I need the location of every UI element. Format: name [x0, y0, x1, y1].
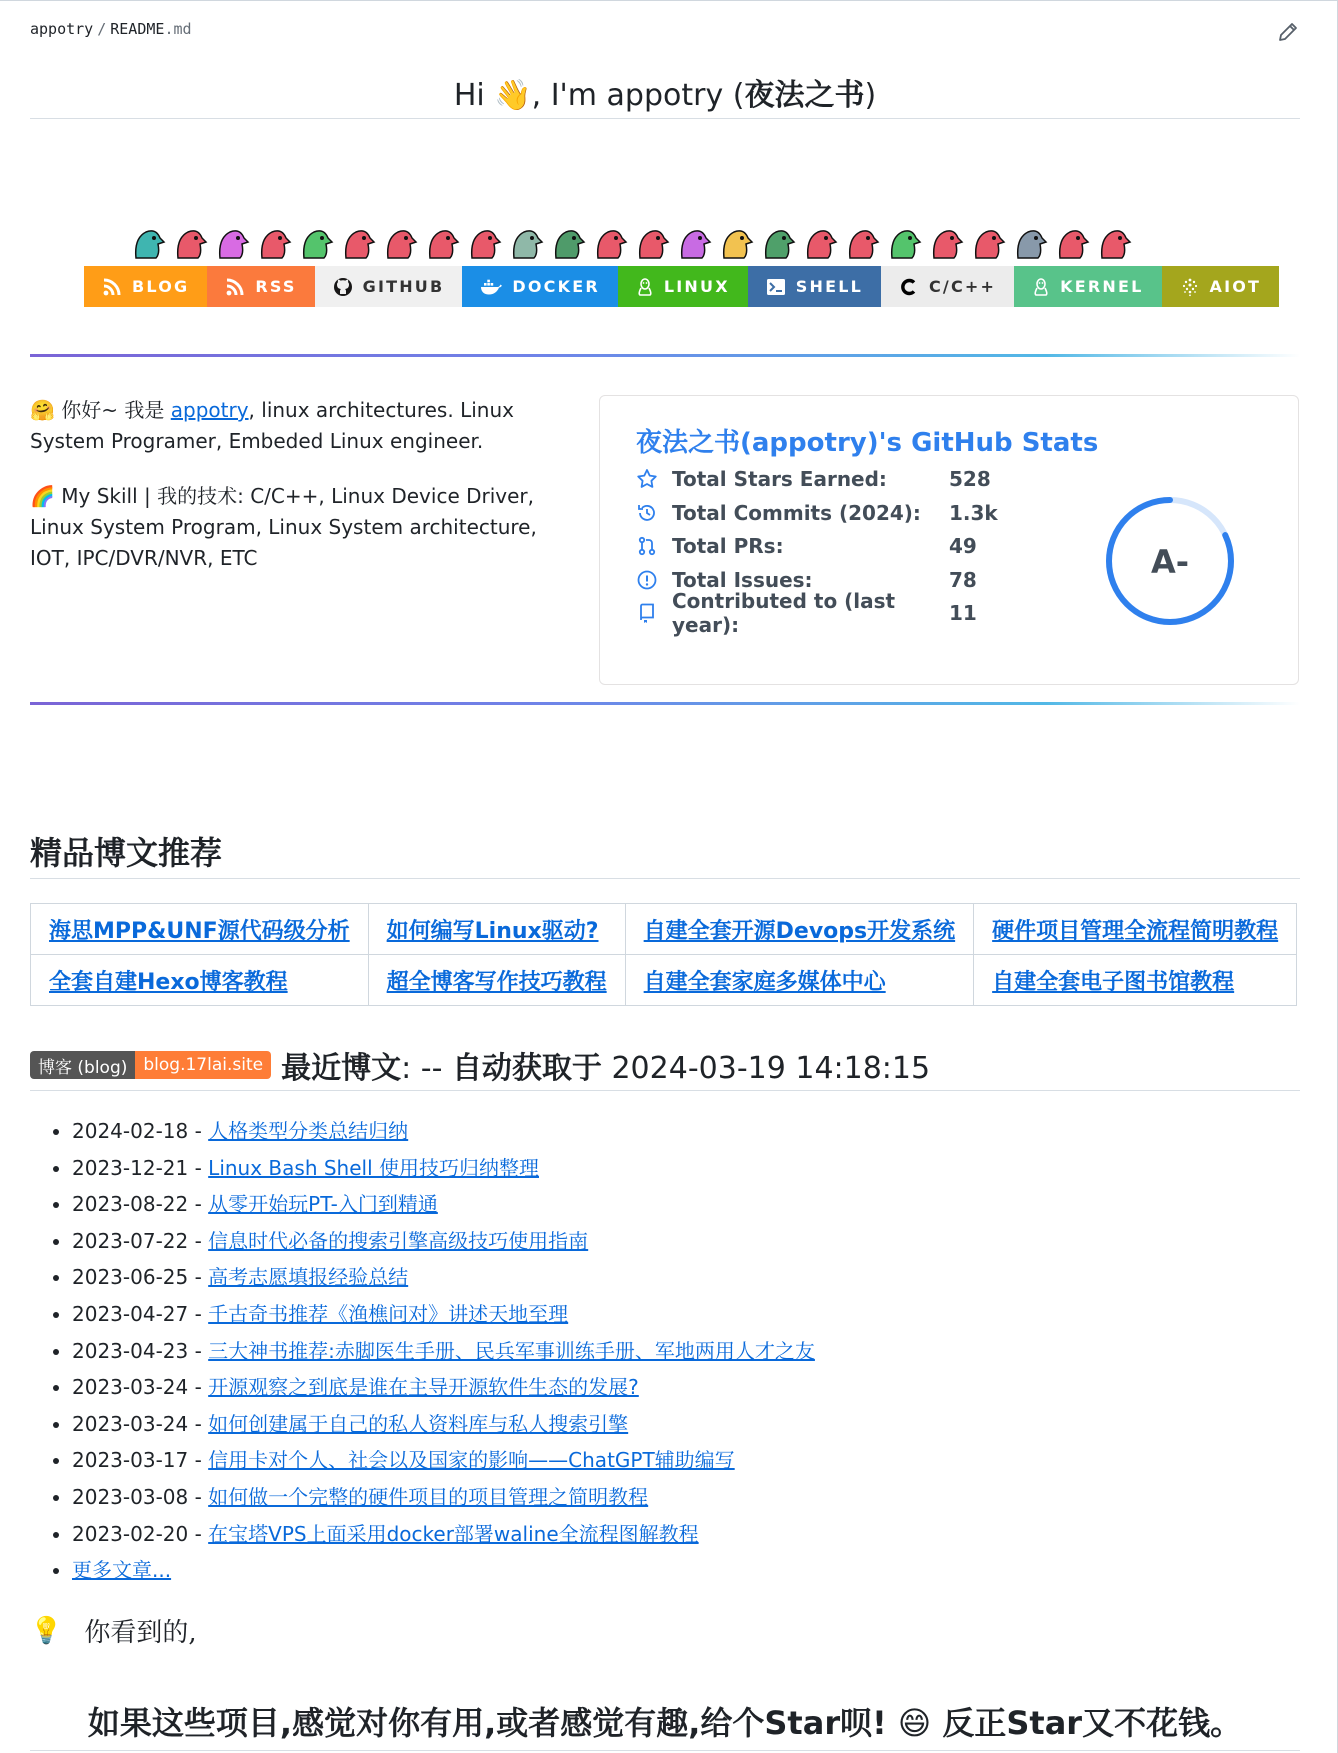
tech-badges [84, 266, 1279, 307]
featured-link[interactable]: 超全博客写作技巧教程 [386, 969, 607, 995]
featured-link[interactable]: 全套自建Hexo博客教程 [49, 969, 288, 995]
badge-kernel[interactable] [1014, 266, 1161, 307]
title-divider [30, 118, 1300, 119]
linux-icon [1032, 277, 1050, 297]
breadcrumb-repo[interactable]: appotry [30, 20, 94, 38]
parrot-icon [298, 220, 336, 260]
featured-heading: 精品博文推荐 [30, 834, 223, 872]
featured-link[interactable]: 海思MPP&UNF源代码级分析 [49, 918, 350, 944]
star-request [30, 1698, 1300, 1744]
rss-icon [225, 277, 245, 297]
parrot-icon [550, 220, 588, 260]
blog-shield-badge[interactable] [30, 1051, 271, 1079]
post-link[interactable]: 如何做一个完整的硬件项目的项目管理之简明教程 [208, 1484, 649, 1509]
featured-cell [31, 955, 369, 1006]
parrot-icon [424, 220, 462, 260]
title-suffix: ) [864, 78, 877, 113]
gradient-divider-bottom [30, 702, 1300, 705]
stat-row [636, 531, 1029, 561]
stats-title: 夜法之书(appotry)'s GitHub Stats [636, 428, 1099, 458]
post-link[interactable]: 三大神书推荐:赤脚医生手册、民兵军事训练手册、军地两用人才之友 [208, 1338, 815, 1363]
title-bold-name: 夜法之书 [744, 78, 865, 113]
post-item: • 2023-07-22 - 信息时代必备的搜索引擎高级技巧使用指南 [72, 1223, 815, 1260]
page-title [30, 70, 1300, 114]
parrot-icon [1054, 220, 1092, 260]
rank-circle [1103, 494, 1237, 628]
badge-label: AIOT [1209, 277, 1262, 296]
parrot-icon [970, 220, 1008, 260]
post-item: • 2023-12-21 - Linux Bash Shell 使用技巧归纳整理 [72, 1150, 815, 1187]
post-link[interactable]: 信息时代必备的搜索引擎高级技巧使用指南 [208, 1228, 589, 1253]
post-date: 2023-02-20 [72, 1521, 189, 1546]
shield-left-label: 博客 (blog) [30, 1051, 135, 1079]
stat-row [636, 498, 1029, 528]
post-date: 2023-07-22 [72, 1228, 189, 1253]
featured-cell [625, 904, 973, 955]
latest-auto-label: 自动获取于 [451, 1051, 602, 1086]
post-date: 2024-02-18 [72, 1119, 189, 1143]
parrot-icon [256, 220, 294, 260]
parrot-icon [1096, 220, 1134, 260]
intro-paragraph-1 [30, 395, 570, 457]
parrot-icon [130, 220, 168, 260]
featured-row [31, 955, 1297, 1006]
featured-link[interactable]: 如何编写Linux驱动? [386, 918, 599, 944]
featured-row [31, 904, 1297, 955]
parrot-icon [928, 220, 966, 260]
featured-cell [368, 904, 625, 955]
tip-text: 你看到的, [84, 1618, 197, 1648]
post-item: • 2023-03-08 - 如何做一个完整的硬件项目的项目管理之简明教程 [72, 1479, 815, 1516]
latest-heading [30, 1043, 930, 1087]
grin-emoji: 😄 [897, 1704, 932, 1742]
parrot-icon [676, 220, 714, 260]
post-item: • 2024-02-18 - 人格类型分类总结归纳 [72, 1113, 815, 1150]
stat-value: 528 [949, 467, 991, 491]
featured-cell [31, 904, 369, 955]
appotry-link[interactable]: appotry [170, 398, 249, 422]
post-date: 2023-03-24 [72, 1411, 189, 1436]
latest-title-sep: : -- [401, 1051, 452, 1086]
rank-grade: A- [1150, 543, 1190, 581]
parrot-icon [508, 220, 546, 260]
rainbow-emoji: 🌈 [30, 484, 55, 508]
lightbulb-icon: 💡 [30, 1615, 63, 1646]
badge-label: C/C++ [928, 277, 997, 296]
parrot-icon [634, 220, 672, 260]
post-item: • 2023-04-23 - 三大神书推荐:赤脚医生手册、民兵军事训练手册、军地两用人才之友 [72, 1333, 815, 1370]
post-item: • 2023-03-24 - 如何创建属于自己的私人资料库与私人搜索引擎 [72, 1406, 815, 1443]
badge-shell[interactable] [748, 266, 881, 307]
repo-icon [636, 602, 658, 624]
post-item: • 2023-02-20 - 在宝塔VPS上面采用docker部署waline全流程图解教程 [72, 1516, 815, 1553]
stat-label: Total PRs: [672, 534, 784, 558]
stat-value: 1.3k [949, 500, 998, 525]
featured-cell [368, 955, 625, 1006]
post-date: 2023-04-23 [72, 1338, 189, 1363]
stat-value: 78 [949, 567, 977, 592]
stat-label: Total Stars Earned: [672, 467, 887, 491]
post-item: • 2023-03-17 - 信用卡对个人、社会以及国家的影响——ChatGPT辅助编写 [72, 1442, 815, 1479]
badge-blog[interactable] [84, 266, 207, 307]
post-link[interactable]: 开源观察之到底是谁在主导开源软件生态的发展? [208, 1375, 639, 1400]
badge-docker[interactable] [462, 266, 617, 307]
parrot-icon [844, 220, 882, 260]
badge-linux[interactable] [618, 266, 748, 307]
post-link[interactable]: 在宝塔VPS上面采用docker部署waline全流程图解教程 [208, 1521, 699, 1546]
rss-icon [102, 277, 122, 297]
post-link[interactable]: 高考志愿填报经验总结 [208, 1265, 409, 1290]
intro-text [30, 395, 570, 598]
post-link[interactable]: 千古奇书推荐《渔樵问对》讲述天地至理 [208, 1301, 569, 1326]
parrot-icon [802, 220, 840, 260]
post-date: 2023-03-24 [72, 1375, 189, 1400]
stat-label: Total Commits (2024): [672, 500, 921, 525]
post-date: 2023-03-08 [72, 1484, 189, 1509]
breadcrumb-separator: / [97, 20, 107, 38]
post-link[interactable]: 如何创建属于自己的私人资料库与私人搜索引擎 [208, 1411, 629, 1436]
parrot-icon [760, 220, 798, 260]
c-icon [899, 277, 919, 297]
stat-label: Contributed to (last year): [672, 589, 896, 637]
badge-label: DOCKER [512, 277, 600, 296]
title-middle: , I'm appotry ( [531, 78, 745, 113]
badge-label: BLOG [132, 277, 190, 296]
iota-icon [1180, 277, 1200, 297]
parrot-emoji-row [130, 218, 1160, 260]
post-link[interactable]: Linux Bash Shell 使用技巧归纳整理 [208, 1155, 539, 1180]
badge-label: GITHUB [362, 277, 445, 296]
parrot-icon [466, 220, 504, 260]
latest-title [281, 1043, 930, 1087]
badge-label: LINUX [663, 277, 730, 296]
stat-label: Total Issues: [672, 567, 813, 592]
more-posts-link[interactable]: 更多文章... [72, 1558, 172, 1583]
intro-greeting: 你好~ 我是 [61, 398, 171, 422]
parrot-icon [172, 220, 210, 260]
wave-emoji: 👋 [494, 78, 532, 113]
post-date: 2023-12-21 [72, 1155, 189, 1180]
bottom-divider [30, 1750, 1300, 1751]
linux-icon [636, 277, 654, 297]
post-item: • 2023-04-27 - 千古奇书推荐《渔樵问对》讲述天地至理 [72, 1296, 815, 1333]
skills-text: My Skill | 我的技术: C/C++, Linux Device Driver, Linux System Program, Linux System architecture, IOT, IPC/DVR/NVR, ETC [30, 484, 537, 570]
star-request-tail: 反正Star又不花钱。 [942, 1704, 1243, 1742]
stat-value: 49 [949, 534, 977, 558]
post-date: 2023-06-25 [72, 1265, 189, 1290]
github-stats-card[interactable] [599, 395, 1299, 685]
featured-cell [625, 955, 973, 1006]
parrot-icon [214, 220, 252, 260]
intro-role: , linux architectures. Linux System Programer, Embeded Linux engineer. [30, 398, 514, 453]
featured-cell [974, 955, 1297, 1006]
post-link[interactable]: 从零开始玩PT-入门到精通 [208, 1192, 438, 1217]
gradient-divider-top [30, 354, 1300, 357]
star-icon [636, 468, 658, 490]
featured-link[interactable]: 硬件项目管理全流程简明教程 [992, 918, 1279, 944]
parrot-icon [718, 220, 756, 260]
featured-table [30, 903, 1297, 1006]
post-date: 2023-04-27 [72, 1301, 189, 1326]
parrot-icon [340, 220, 378, 260]
tip-line [30, 1612, 197, 1649]
latest-title-main: 最近博文 [281, 1051, 402, 1086]
title-prefix: Hi [453, 78, 485, 113]
parrot-icon [886, 220, 924, 260]
parrot-icon [382, 220, 420, 260]
hug-emoji: 🤗 [30, 398, 55, 422]
docker-icon [480, 277, 502, 297]
history-icon [636, 502, 658, 524]
stat-row [636, 589, 1029, 637]
github-icon [333, 277, 353, 297]
post-link[interactable]: 信用卡对个人、社会以及国家的影响——ChatGPT辅助编写 [208, 1448, 735, 1473]
featured-link[interactable]: 自建全套开源Devops开发系统 [643, 918, 956, 944]
pull-request-icon [636, 535, 658, 557]
badge-rss[interactable] [207, 266, 314, 307]
post-item: • 2023-03-24 - 开源观察之到底是谁在主导开源软件生态的发展? [72, 1369, 815, 1406]
featured-link[interactable]: 自建全套电子图书馆教程 [992, 969, 1235, 995]
post-date: 2023-08-22 [72, 1192, 189, 1217]
post-link[interactable]: 人格类型分类总结归纳 [208, 1119, 409, 1143]
stat-row [636, 464, 1029, 494]
featured-link[interactable]: 自建全套家庭多媒体中心 [643, 969, 886, 995]
badge-label: SHELL [795, 277, 863, 296]
parrot-icon [592, 220, 630, 260]
post-item: • 2023-06-25 - 高考志愿填报经验总结 [72, 1259, 815, 1296]
latest-divider [30, 1090, 1300, 1091]
post-date: 2023-03-17 [72, 1448, 189, 1473]
breadcrumb [30, 20, 192, 38]
post-item [72, 1552, 815, 1589]
edit-pencil-icon[interactable] [1276, 20, 1302, 46]
badge-label: RSS [255, 277, 297, 296]
intro-paragraph-2 [30, 481, 570, 574]
featured-divider [30, 878, 1300, 879]
issue-icon [636, 569, 658, 591]
badge-cc[interactable] [881, 266, 1014, 307]
star-request-text: 如果这些项目,感觉对你有用,或者感觉有趣,给个Star呗! [87, 1704, 887, 1742]
breadcrumb-file-ext: .md [164, 20, 192, 38]
featured-cell [974, 904, 1297, 955]
stat-value: 11 [949, 601, 977, 625]
badge-aiot[interactable] [1162, 266, 1280, 307]
latest-timestamp: 2024-03-19 14:18:15 [601, 1051, 931, 1086]
parrot-icon [1012, 220, 1050, 260]
badge-github[interactable] [315, 266, 463, 307]
shield-right-label: blog.17lai.site [135, 1051, 271, 1079]
post-list [72, 1113, 815, 1589]
post-item: • 2023-08-22 - 从零开始玩PT-入门到精通 [72, 1186, 815, 1223]
breadcrumb-file: README [110, 20, 165, 38]
terminal-icon [766, 278, 786, 296]
badge-label: KERNEL [1060, 277, 1144, 296]
